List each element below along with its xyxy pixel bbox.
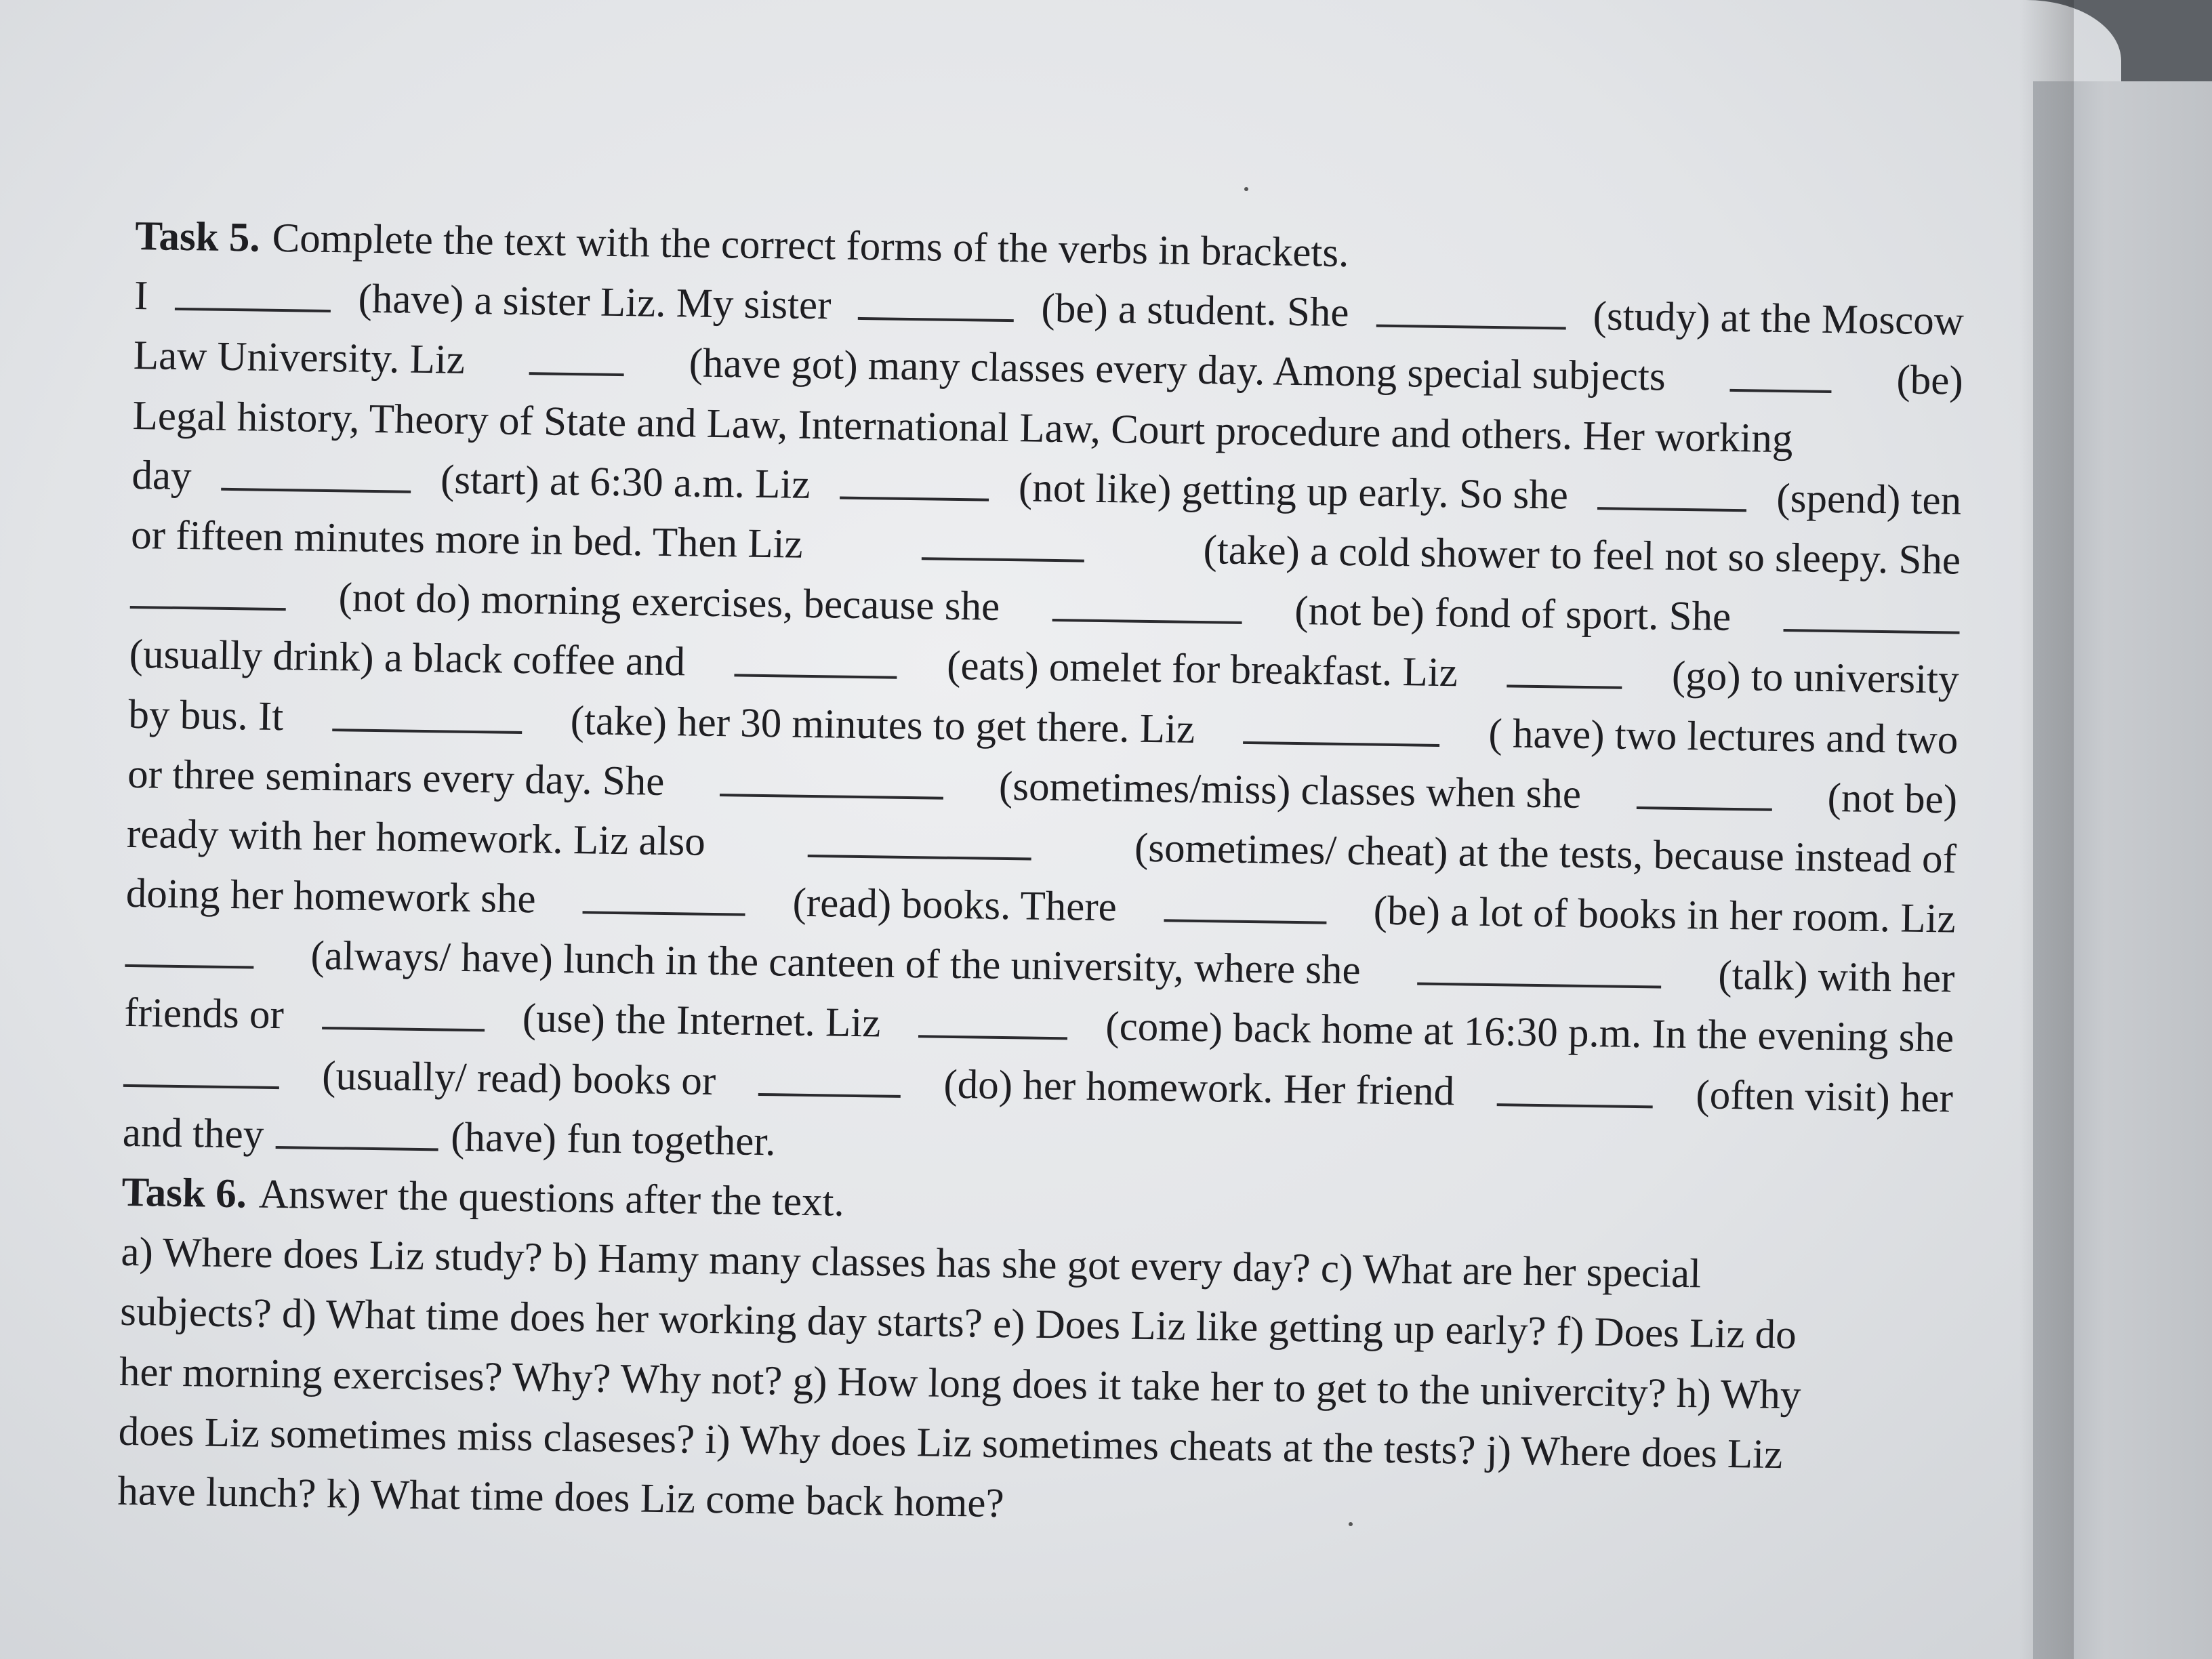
text-fragment: (usually/ read) books or (321, 1052, 716, 1104)
answer-blank[interactable] (1376, 284, 1566, 330)
answer-blank[interactable] (529, 332, 625, 377)
text-fragment: (use) the Internet. Liz (522, 996, 881, 1046)
answer-blank[interactable] (808, 814, 1032, 861)
answer-blank[interactable] (1417, 942, 1662, 989)
question-text: a) Where does Liz study? b) Hamy many classes has she got every day? c) What are her special (120, 1229, 1702, 1297)
text-fragment: (not be) fond of sport. She (1294, 588, 1732, 640)
answer-blank[interactable] (735, 634, 898, 679)
answer-blank[interactable] (1637, 766, 1773, 811)
text-fragment: (have) fun together. (450, 1114, 777, 1165)
text-fragment: (not like) getting up early. So she (1018, 464, 1569, 518)
text-fragment: (study) at the Moscow (1593, 293, 1965, 344)
answer-blank[interactable] (758, 1052, 901, 1098)
answer-blank[interactable] (922, 516, 1085, 562)
text-fragment: (talk) with her (1717, 952, 1955, 1002)
text-fragment: (sometimes/ cheat) at the tests, because instead of (1134, 825, 1957, 882)
print-speck (1244, 187, 1248, 191)
text-fragment: (always/ have) lunch in the canteen of the university, where she (310, 933, 1361, 994)
answer-blank[interactable] (583, 870, 746, 916)
text-fragment: by bus. It (128, 691, 284, 739)
text-fragment: (take) her 30 minutes to get there. Liz (570, 697, 1195, 752)
text-fragment: (have) a sister Liz. My sister (358, 276, 832, 329)
text-fragment: I (134, 273, 148, 319)
text-fragment: (usually drink) a black coffee and (129, 632, 686, 685)
text-fragment: (take) a cold shower to feel not so sleepy. She (1203, 527, 1961, 583)
answer-blank[interactable] (858, 276, 1015, 322)
answer-blank[interactable] (221, 447, 411, 493)
answer-blank[interactable] (1497, 1063, 1654, 1108)
text-fragment: (come) back home at 16:30 p.m. In the evening she (1105, 1004, 1954, 1062)
text-fragment: (often visit) her (1695, 1071, 1954, 1122)
question-text: her morning exercises? Why? Why not? g) How long does it take her to get to the univercity? h) Why (119, 1349, 1801, 1418)
answer-blank[interactable] (322, 986, 485, 1031)
text-fragment: (be) (1896, 357, 1964, 405)
task5-instruction: Complete the text with the correct forms of the verbs in brackets. (272, 215, 1349, 276)
text-fragment: (go) to university (1671, 653, 1959, 703)
task6-label: Task 6. (121, 1169, 247, 1217)
text-fragment: or fifteen minutes more in bed. Then Liz (130, 512, 804, 567)
text-fragment: (do) her homework. Her friend (943, 1061, 1455, 1114)
answer-blank[interactable] (1783, 588, 1960, 634)
text-fragment: day (131, 452, 192, 499)
text-fragment: Legal history, Theory of State and Law, International Law, Court procedure and others. Her working (132, 392, 1793, 462)
task6-instruction: Answer the questions after the text. (258, 1171, 845, 1225)
text-fragment: (have got) many classes every day. Among special subjects (689, 340, 1666, 400)
answer-blank[interactable] (130, 565, 287, 611)
text-fragment: (not do) morning exercises, because she (338, 575, 1000, 630)
answer-blank[interactable] (125, 924, 254, 969)
answer-blank[interactable] (276, 1105, 439, 1151)
answer-blank[interactable] (1164, 878, 1327, 924)
text-fragment: ready with her homework. Liz also (126, 811, 706, 865)
answer-blank[interactable] (918, 995, 1068, 1040)
text-fragment: (sometimes/miss) classes when she (998, 763, 1582, 817)
text-fragment: (read) books. There (792, 880, 1118, 930)
question-text: have lunch? k) What time does Liz come back home? (117, 1468, 1005, 1527)
exercise-text (117, 207, 1965, 1547)
text-fragment: friends or (123, 990, 285, 1038)
answer-blank[interactable] (123, 1044, 280, 1089)
answer-blank[interactable] (1507, 644, 1623, 689)
text-fragment: (be) a student. She (1041, 285, 1350, 336)
text-fragment: (eats) omelet for breakfast. Liz (946, 643, 1458, 696)
text-fragment: Law University. Liz (133, 333, 466, 384)
answer-blank[interactable] (840, 455, 989, 501)
text-fragment: (spend) ten (1776, 475, 1962, 524)
text-fragment: and they (122, 1109, 264, 1158)
answer-blank[interactable] (1052, 578, 1243, 624)
text-fragment: or three seminars every day. She (127, 751, 665, 804)
question-text: does Liz sometimes miss claseses? i) Why does Liz sometimes cheats at the tests? j) Where does Liz (118, 1408, 1783, 1477)
text-fragment: (be) a lot of books in her room. Liz (1373, 888, 1957, 942)
answer-blank[interactable] (175, 267, 331, 312)
text-fragment: (start) at 6:30 a.m. Liz (440, 457, 811, 508)
text-fragment: doing her homework she (125, 870, 537, 922)
page-shadow (2020, 0, 2074, 1659)
task5-label: Task 5. (134, 213, 261, 261)
question-text: subjects? d) What time does her working day starts? e) Does Liz like getting up early? f) Does Liz do (119, 1289, 1797, 1358)
answer-blank[interactable] (332, 688, 523, 734)
answer-blank[interactable] (720, 753, 944, 800)
text-fragment: ( have) two lectures and two (1488, 710, 1959, 763)
text-fragment: (not be) (1827, 775, 1958, 823)
answer-blank[interactable] (1244, 700, 1441, 746)
answer-blank[interactable] (1730, 348, 1832, 393)
answer-blank[interactable] (1597, 466, 1747, 512)
